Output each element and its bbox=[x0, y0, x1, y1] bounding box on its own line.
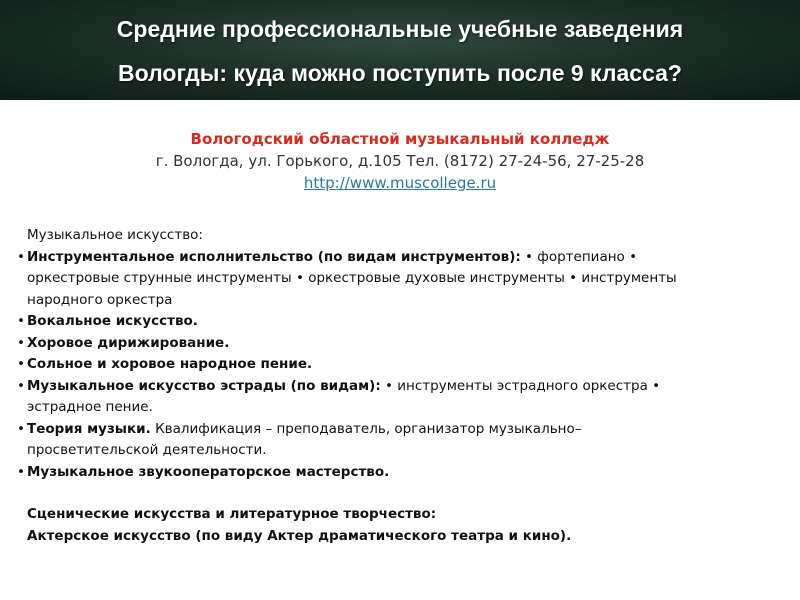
program-details: Квалификация – преподаватель, организатор музыкально– bbox=[150, 420, 582, 437]
program-details: эстрадное пение. bbox=[27, 399, 153, 415]
college-website-link[interactable]: http://www.muscollege.ru bbox=[303, 174, 497, 192]
list-item bbox=[17, 333, 787, 355]
program-name: Теория музыки. bbox=[27, 420, 151, 437]
program-list bbox=[17, 225, 787, 547]
bullet-icon: • bbox=[17, 463, 25, 480]
slide-title-line-1: Средние профессиональные учебные заведения bbox=[116, 16, 684, 42]
bullet-icon: • bbox=[17, 313, 25, 329]
section-title-stage-arts: Сценические искусства и литературное творчество: bbox=[27, 506, 437, 522]
program-details: • фортепиано • bbox=[520, 248, 638, 265]
bullet-icon: • bbox=[17, 334, 25, 351]
slide-title-line-2: Вологды: куда можно поступить после 9 класса? bbox=[118, 60, 682, 86]
college-info bbox=[0, 128, 800, 194]
section-title-music: Музыкальное искусство: bbox=[27, 227, 203, 243]
list-item bbox=[17, 354, 787, 376]
list-item bbox=[17, 311, 787, 333]
program-name: Инструментальное исполнительство (по видам инструментов): bbox=[27, 248, 521, 265]
program-details: • инструменты эстрадного оркестра • bbox=[380, 377, 661, 394]
bullet-icon: • bbox=[17, 420, 25, 437]
program-name: Сольное и хоровое народное пение. bbox=[27, 356, 313, 372]
program-details: народного оркестра bbox=[27, 291, 173, 308]
bullet-icon: • bbox=[17, 377, 25, 394]
program-details: просветительской деятельности. bbox=[27, 442, 267, 458]
college-name: Вологодский областной музыкальный колледж bbox=[190, 130, 610, 148]
list-item bbox=[17, 419, 787, 462]
list-item bbox=[17, 462, 787, 484]
slide-header bbox=[0, 0, 800, 100]
list-item bbox=[17, 376, 787, 419]
list-item bbox=[17, 247, 787, 312]
section-item-acting: Актерское искусство (по виду Актер драматического театра и кино). bbox=[27, 527, 572, 544]
program-name: Музыкальное искусство эстрады (по видам): bbox=[27, 377, 381, 394]
college-address: г. Вологда, ул. Горького, д.105 Тел. (8172) 27-24-56, 27-25-28 bbox=[155, 152, 645, 170]
program-details: оркестровые струнные инструменты • оркестровые духовые инструменты • инструменты bbox=[27, 270, 677, 286]
program-name: Музыкальное звукооператорское мастерство. bbox=[27, 463, 390, 480]
program-name: Хоровое дирижирование. bbox=[27, 334, 230, 351]
bullet-icon: • bbox=[17, 248, 25, 265]
program-name: Вокальное искусство. bbox=[27, 313, 198, 329]
bullet-icon: • bbox=[17, 356, 25, 372]
